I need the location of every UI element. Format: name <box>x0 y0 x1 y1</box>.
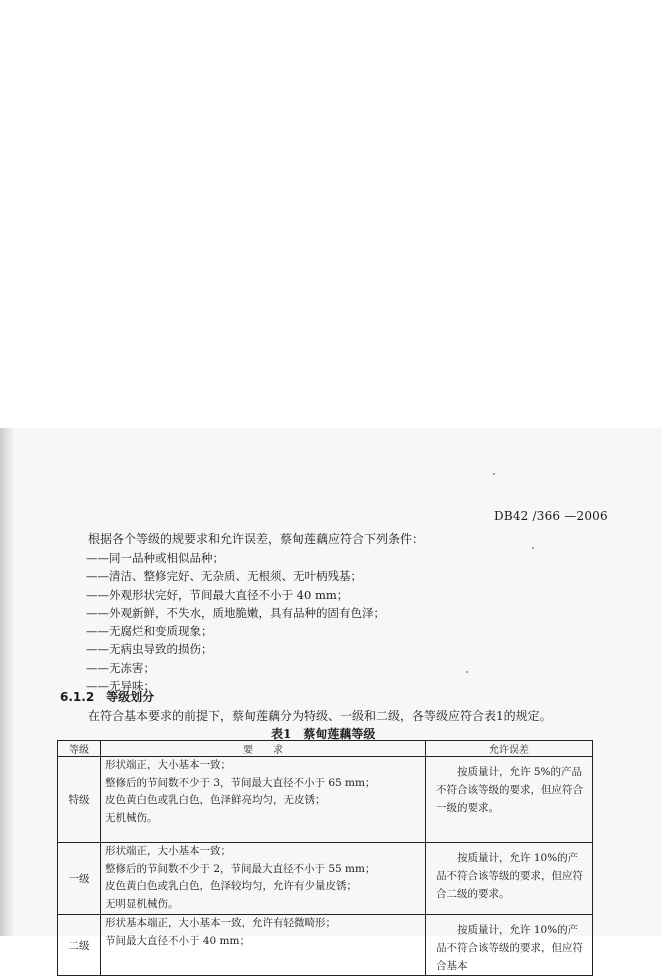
scan-shadow-edge <box>0 428 14 936</box>
document-code: DB42 /366 —2006 <box>494 509 608 523</box>
requirement-line: 形状端正，大小基本一致； <box>105 845 231 857</box>
table-row <box>58 843 593 915</box>
table-row <box>58 757 593 843</box>
condition-item: ——清洁、整修完好、无杂质、无根须、无叶柄残基； <box>86 569 362 584</box>
requirement-line: 形状端正，大小基本一致； <box>105 759 231 771</box>
condition-item: ——无冻害； <box>86 660 155 675</box>
condition-item: ——无异味； <box>86 679 155 694</box>
section-number: 6.1.2 <box>60 690 95 704</box>
scan-speck <box>532 547 534 549</box>
tolerance-text: 按质量计，允许 10%的产品不符合该等级的要求，但应符合基本 <box>436 924 583 972</box>
grade-table <box>57 740 593 976</box>
grade-cell: 一级 <box>58 843 101 915</box>
requirement-line: 皮色黄白色或乳白色，色泽较均匀，允许有少量皮锈； <box>105 880 357 892</box>
requirements-cell <box>101 915 426 976</box>
requirement-line: 整修后的节间数不少于 3，节间最大直径不小于 65 mm； <box>105 776 376 789</box>
tolerance-cell <box>426 757 593 843</box>
section-title: 等级划分 <box>106 690 155 704</box>
requirement-line: 节间最大直径不小于 40 mm； <box>105 934 250 947</box>
scan-speck <box>493 473 495 475</box>
requirement-line: 无明显机械伤。 <box>105 897 179 910</box>
condition-item: ——无腐烂和变质现象； <box>86 624 213 639</box>
tolerance-cell <box>426 843 593 915</box>
header-tolerance: 允许误差 <box>426 741 593 757</box>
condition-item: ——外观形状完好，节间最大直径不小于 40 mm； <box>86 587 349 602</box>
tolerance-text: 按质量计，允许 5%的产品不符合该等级的要求，但应符合一级的要求。 <box>436 766 583 814</box>
table-header-row <box>58 741 593 757</box>
condition-item: ——无病虫导致的损伤； <box>86 642 213 657</box>
tolerance-text: 按质量计，允许 10%的产品不符合该等级的要求，但应符合二级的要求。 <box>436 852 583 900</box>
tolerance-cell <box>426 915 593 976</box>
requirement-line: 无机械伤。 <box>105 811 158 824</box>
condition-list <box>86 549 385 695</box>
section-heading <box>60 688 154 705</box>
grade-cell: 特级 <box>58 757 101 843</box>
scan-speck <box>466 671 468 673</box>
requirement-line: 形状基本端正，大小基本一致，允许有轻微畸形； <box>105 917 336 929</box>
requirement-line: 皮色黄白色或乳白色，色泽鲜亮均匀，无皮锈； <box>105 794 326 806</box>
section-paragraph: 在符合基本要求的前提下，蔡甸莲藕分为特级、一级和二级，各等级应符合表1的规定。 <box>88 709 552 723</box>
requirement-line: 整修后的节间数不少于 2，节间最大直径不小于 55 mm； <box>105 862 376 875</box>
grade-cell: 二级 <box>58 915 101 976</box>
condition-item: ——同一品种或相似品种； <box>86 551 224 565</box>
requirements-cell <box>101 757 426 843</box>
condition-item: ——外观新鲜，不失水，质地脆嫩，具有品种的固有色泽； <box>86 605 385 620</box>
header-requirements: 要 求 <box>101 741 426 757</box>
table-row <box>58 915 593 976</box>
header-grade: 等级 <box>58 741 101 757</box>
table-caption: 表1 蔡甸莲藕等级 <box>271 727 376 741</box>
requirements-cell <box>101 843 426 915</box>
intro-paragraph: 根据各个等级的规要求和允许误差，蔡甸莲藕应符合下列条件： <box>88 532 425 546</box>
